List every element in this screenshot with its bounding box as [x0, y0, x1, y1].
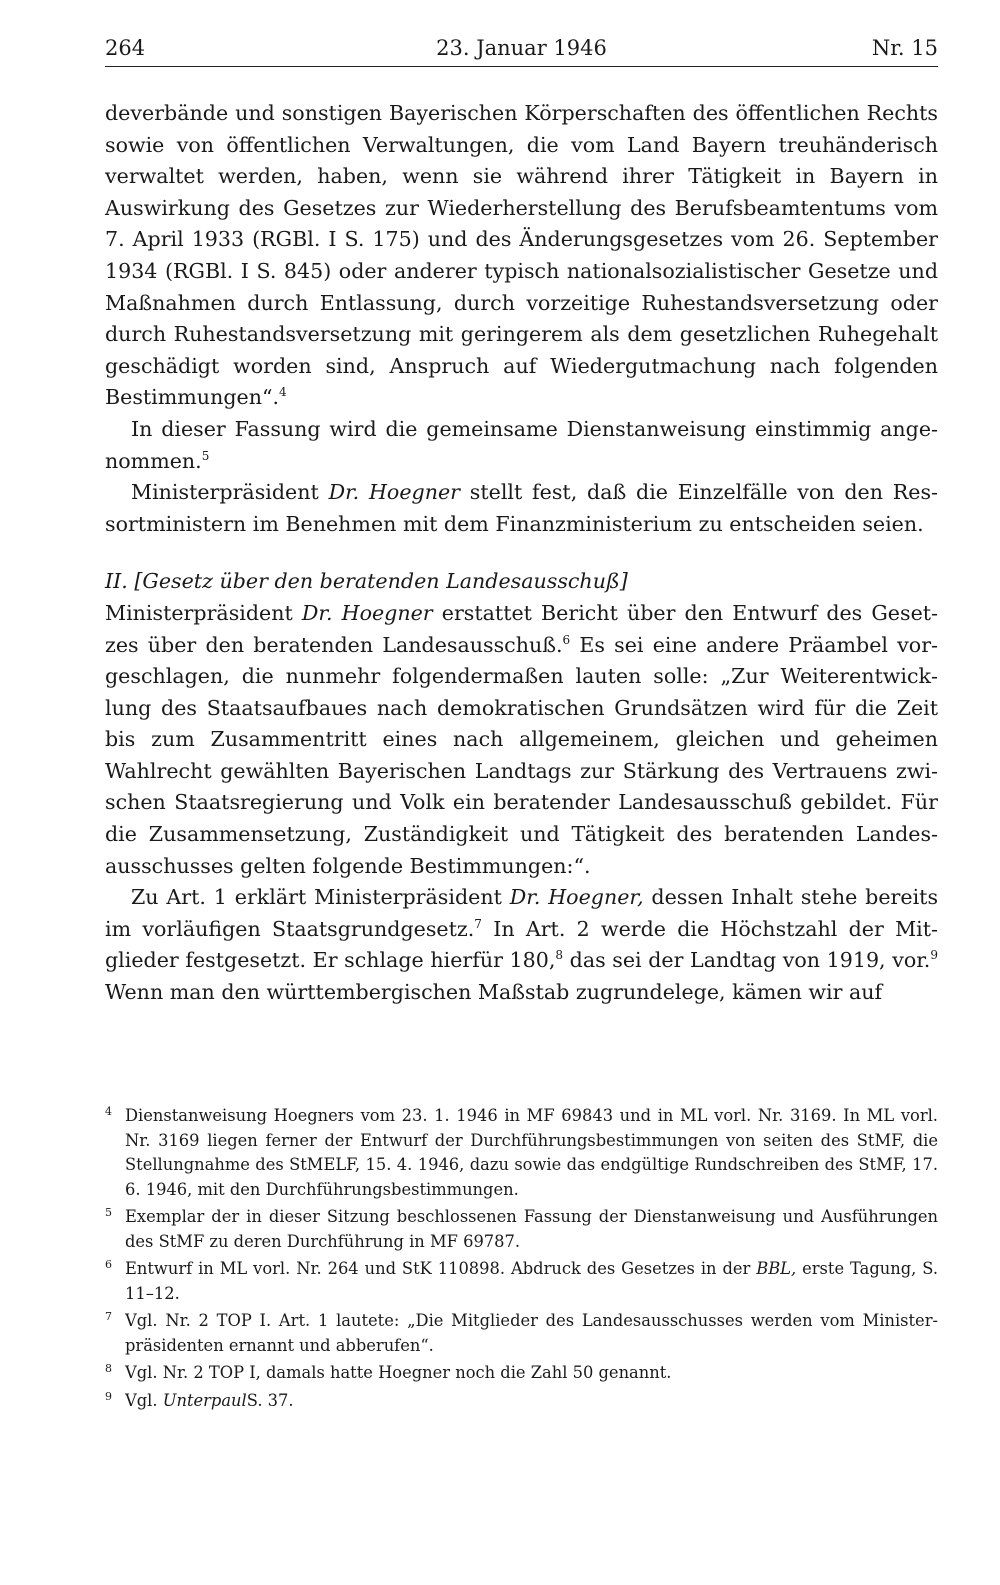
footnote-number: 7	[105, 1310, 112, 1323]
footnote-ref-9: 9	[930, 948, 938, 963]
footnote-number: 6	[105, 1258, 112, 1271]
person-name: Dr. Hoegner	[328, 480, 460, 505]
footnote-text-a: Vgl.	[125, 1390, 158, 1410]
running-header	[105, 30, 938, 67]
paragraph-1	[105, 98, 938, 414]
paragraph-3-text-a: Ministerpräsident	[131, 480, 319, 505]
footnote-text: Vgl. Nr. 2 TOP I, damals hatte Hoegner noch die Zahl 50 genannt.	[125, 1363, 672, 1382]
footnote-italic: BBL,	[756, 1259, 797, 1278]
person-name: Dr. Hoegner,	[509, 885, 644, 910]
paragraph-4	[105, 598, 938, 882]
footnote-text: Dienstanweisung Hoegners vom 23. 1. 1946 in MF 69843 und in ML vorl. Nr. 3169. In ML vorl. Nr. 3169 liegen ferner der Entwurf der Durchführungsbestimmungen von seiten des StMF, die Stellungnahme des StMELF, 15. 4. 1946, dazu sowie das endgültige Rundschreiben des StMF, 17. 6. 1946, mit den Durchführungsbestimmungen.	[125, 1106, 938, 1199]
paragraph-5-text-d: das sei der Landtag von 1919, vor.	[569, 948, 931, 973]
main-text	[105, 98, 938, 1009]
paragraph-2-text: In dieser Fassung wird die gemeinsame Dienstanweisung einstimmig angenommen.	[105, 416, 938, 473]
footnote-9	[105, 1389, 938, 1414]
paragraph-4-text-b: erstattet Bericht über den Entwurf des Gesetzes über den beratenden Landesausschuß.	[105, 600, 938, 657]
footnote-8	[105, 1361, 938, 1386]
header-date: 23. Januar 1946	[436, 36, 607, 60]
paragraph-5-text-b: dessen Inhalt stehe bereits im vorläufigen Staatsgrundgesetz.	[105, 885, 939, 941]
footnote-5	[105, 1205, 938, 1254]
footnote-number: 4	[105, 1105, 112, 1118]
footnote-6	[105, 1257, 938, 1306]
paragraph-4-text-c: Es sei eine andere Präambel vorgeschlagen, die nunmehr folgendermaßen lauten solle: „Zur Weiterentwicklung des Staatsaufbaues nach demokratischen Grundsätzen wird für die Zeit bis zum Zusammentritt eines nach allgemeinem, gleichen und geheimen Wahlrecht gewählten Bayerischen Landtags zur Stärkung des Vertrauens zwischen Staatsregierung und Volk ein beratender Landesausschuß gebildet. Für die Zusammensetzung, Zuständigkeit und Tätigkeit des beratenden Landesausschusses gelten folgende Bestimmungen:“.	[105, 632, 939, 878]
footnote-number: 9	[105, 1389, 112, 1403]
footnote-text-a: Entwurf in ML vorl. Nr. 264 und StK 110898. Abdruck des Gesetzes in der	[125, 1259, 751, 1278]
page-number: 264	[105, 36, 146, 60]
paragraph-3	[105, 477, 938, 540]
footnotes	[105, 1104, 938, 1416]
paragraph-4-text-a: Ministerpräsident	[105, 600, 293, 625]
paragraph-2	[105, 414, 938, 477]
footnote-number: 5	[105, 1206, 112, 1219]
person-name: Dr. Hoegner	[301, 600, 433, 625]
paragraph-5-text-e: Wenn man den württembergischen Maßstab zugrundelege, kämen wir auf	[105, 980, 883, 1005]
footnote-text: Exemplar der in dieser Sitzung beschlossenen Fassung der Dienstanweisung und Ausführungen des StMF zu deren Durchführung in MF 69787.	[125, 1207, 938, 1251]
section-heading	[105, 566, 938, 598]
footnote-ref-7: 7	[474, 916, 482, 931]
footnote-text: Vgl. Nr. 2 TOP I. Art. 1 lautete: „Die Mitglieder des Landesausschusses werden vom Ministerpräsidenten ernannt und abberufen“.	[125, 1311, 938, 1355]
paragraph-5-text-c: In Art. 2 werde die Höchstzahl der Mitglieder festgesetzt. Er schlage hierfür 180,	[105, 916, 938, 973]
footnote-text-b: S. 37.	[246, 1390, 294, 1410]
document-number: Nr. 15	[871, 36, 938, 60]
footnote-ref-8: 8	[555, 948, 564, 963]
footnote-ref-5: 5	[201, 448, 210, 463]
footnote-4	[105, 1104, 938, 1202]
paragraph-3-text-b: stellt fest, daß die Einzelfälle von den Ressortministern im Benehmen mit dem Finanzministerium zu entscheiden seien.	[105, 480, 938, 536]
paragraph-5-text-a: Zu Art. 1 erklärt Ministerpräsident	[131, 885, 502, 910]
footnote-italic: Unterpaul	[162, 1390, 247, 1410]
footnote-7	[105, 1309, 938, 1358]
paragraph-1-text: deverbände und sonstigen Bayerischen Körperschaften des öffentlichen Rechts sowie von öffentlichen Verwaltungen, die vom Land Bayern treuhänderisch verwaltet werden, haben, wenn sie während ihrer Tätigkeit in Bayern in Auswirkung des Gesetzes zur Wiederherstellung des Berufsbeamtentums vom 7. April 1933 (RGBl. I S. 175) und des Änderungsgesetzes vom 26. September 1934 (RGBl. I S. 845) oder anderer typisch nationalsozialistischer Gesetze und Maßnahmen durch Entlassung, durch vorzeitige Ruhestandsversetzung oder durch Ruhestandsversetzung mit geringerem als dem gesetzlichen Ruhegehalt geschädigt worden sind, Anspruch auf Wiedergutmachung nach folgenden Bestimmungen“.	[105, 101, 938, 410]
paragraph-5	[105, 882, 938, 1008]
footnote-text-b: erste Tagung, S. 11–12.	[125, 1259, 938, 1303]
section-heading-text: II. [Gesetz über den beratenden Landesausschuß]	[105, 569, 628, 594]
footnote-number: 8	[105, 1362, 112, 1375]
footnote-ref-6: 6	[562, 632, 571, 647]
footnote-ref-4: 4	[279, 385, 287, 400]
